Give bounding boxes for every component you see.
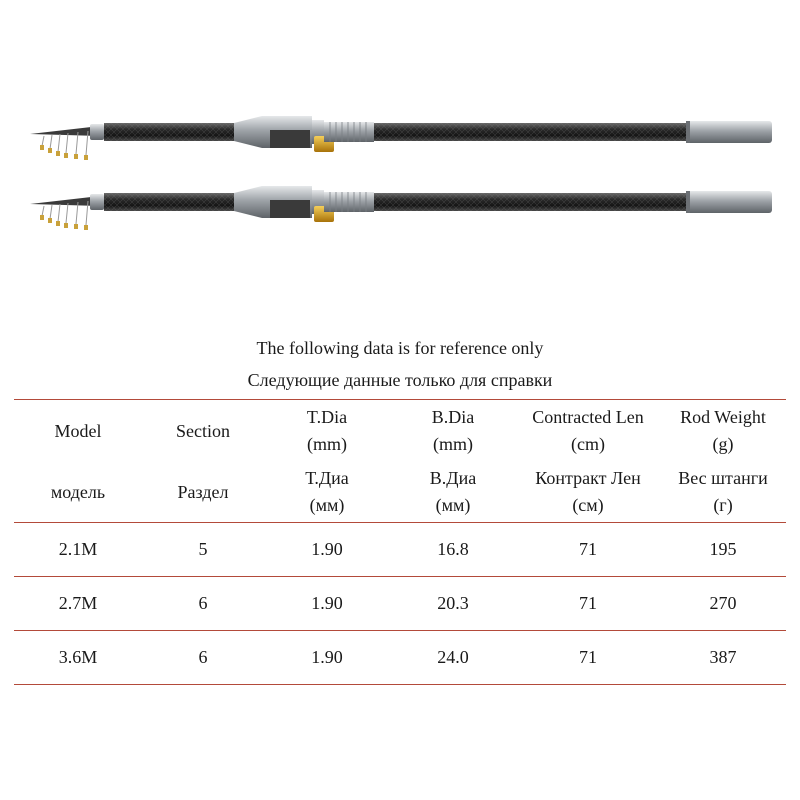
cell-section: 5 — [142, 523, 264, 577]
table-row — [14, 523, 786, 577]
header-cell: Вес штанги (г) — [660, 462, 786, 523]
header-row-russian — [14, 462, 786, 523]
header-cell: Model — [54, 420, 102, 441]
header-cell: Rod Weight (g) — [680, 407, 766, 454]
cell-butt-diameter: 24.0 — [390, 631, 516, 685]
header-cell: модель — [14, 462, 142, 523]
caption-russian: Следующие данные только для справки — [247, 370, 553, 390]
cell-contracted-length: 71 — [516, 523, 660, 577]
header-cell: Section — [176, 420, 230, 441]
cell-tip-diameter: 1.90 — [264, 523, 390, 577]
header-cell: Раздел — [142, 462, 264, 523]
caption-english: The following data is for reference only — [256, 338, 544, 358]
cell-tip-diameter: 1.90 — [264, 631, 390, 685]
fishing-rods-image — [0, 0, 800, 260]
cell-model: 3.6M — [14, 631, 142, 685]
cell-tip-diameter: 1.90 — [264, 577, 390, 631]
cell-model: 2.7M — [14, 577, 142, 631]
specs-table — [14, 399, 786, 685]
table-row — [14, 577, 786, 631]
cell-contracted-length: 71 — [516, 631, 660, 685]
cell-contracted-length: 71 — [516, 577, 660, 631]
header-cell: Т.Диа (мм) — [264, 462, 390, 523]
cell-butt-diameter: 20.3 — [390, 577, 516, 631]
header-cell: T.Dia (mm) — [306, 407, 348, 454]
cell-model: 2.1M — [14, 523, 142, 577]
cell-section: 6 — [142, 577, 264, 631]
cell-rod-weight: 270 — [660, 577, 786, 631]
table-row — [14, 631, 786, 685]
cell-rod-weight: 195 — [660, 523, 786, 577]
header-cell: Контракт Лен (см) — [516, 462, 660, 523]
cell-butt-diameter: 16.8 — [390, 523, 516, 577]
header-cell: Contracted Len (cm) — [532, 407, 644, 454]
cell-section: 6 — [142, 631, 264, 685]
rod-top — [30, 116, 772, 160]
header-cell: В.Диа (мм) — [390, 462, 516, 523]
header-cell: B.Dia (mm) — [431, 407, 475, 454]
rod-bottom — [30, 186, 772, 230]
header-row-english — [14, 400, 786, 462]
cell-rod-weight: 387 — [660, 631, 786, 685]
